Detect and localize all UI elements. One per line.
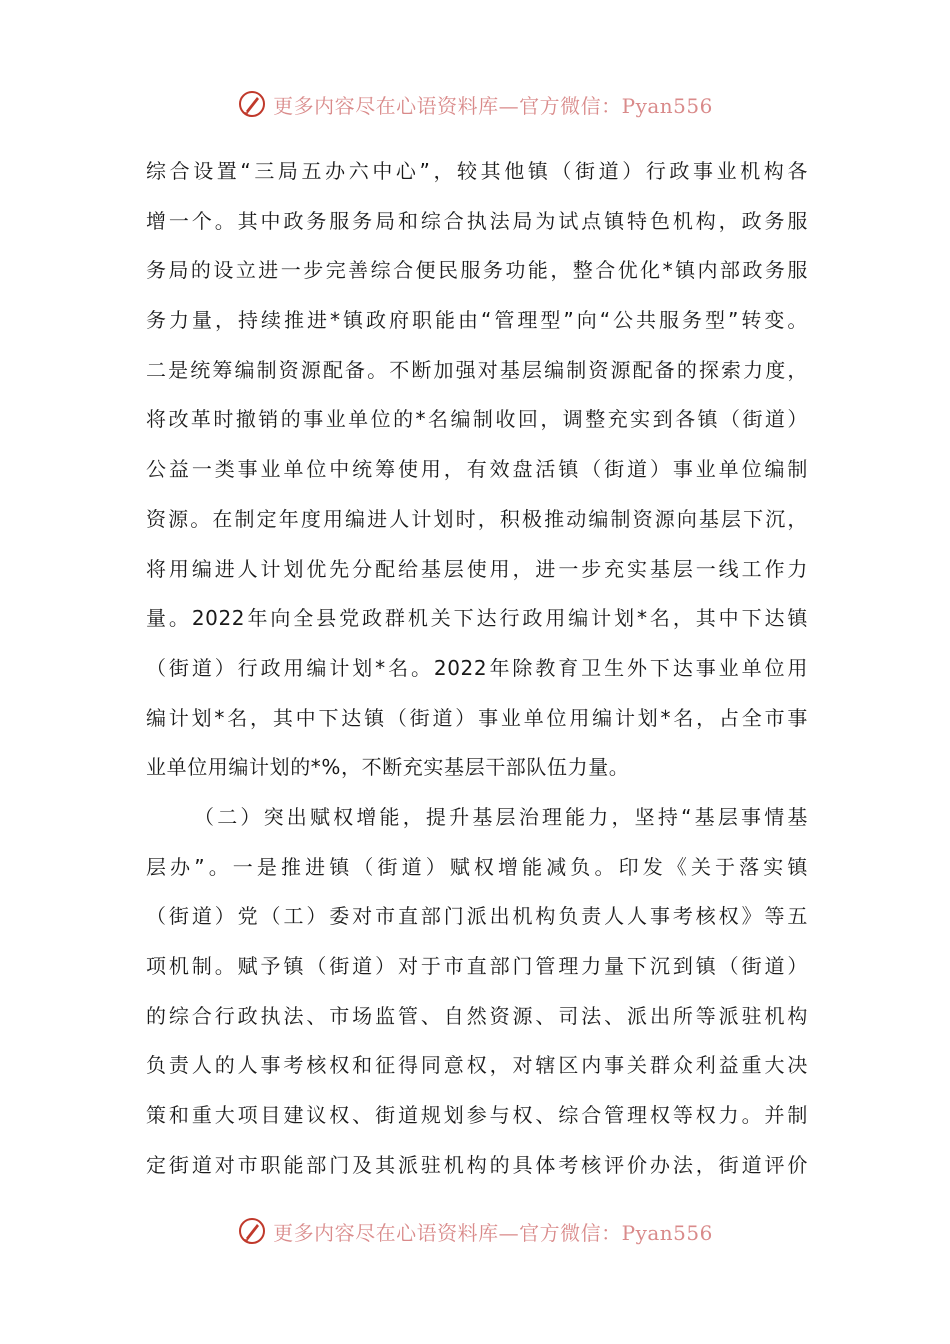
- document-body: [146, 147, 808, 1190]
- body-line: 业单位用编计划的*%，不断充实基层干部队伍力量。: [146, 755, 630, 780]
- body-line: 公益一类事业单位中统筹使用，有效盘活镇（街道）事业单位编制: [146, 457, 808, 482]
- body-line: 将用编进人计划优先分配给基层使用，进一步充实基层一线工作力: [146, 556, 808, 581]
- body-line: 将改革时撤销的事业单位的*名编制收回，调整充实到各镇（街道）: [146, 407, 808, 432]
- quill-logo-icon: [237, 89, 267, 119]
- body-line: 二是统筹编制资源配备。不断加强对基层编制资源配备的探索力度，: [146, 357, 808, 382]
- body-line: 资源。在制定年度用编进人计划时，积极推动编制资源向基层下沉，: [146, 506, 808, 531]
- body-line: 负责人的人事考核权和征得同意权，对辖区内事关群众利益重大决: [146, 1053, 808, 1078]
- quill-logo-icon: [237, 1216, 267, 1246]
- body-line: 综合设置“三局五办六中心”，较其他镇（街道）行政事业机构各: [146, 159, 808, 183]
- body-line: 策和重大项目建议权、街道规划参与权、综合管理权等权力。并制: [146, 1103, 808, 1128]
- body-line: 量。2022年向全县党政群机关下达行政用编计划*名，其中下达镇: [146, 606, 808, 631]
- footer-banner-text: 更多内容尽在心语资料库—官方微信：Pyan556: [273, 1220, 713, 1245]
- body-line: 项机制。赋予镇（街道）对于市直部门管理力量下沉到镇（街道）: [146, 954, 808, 978]
- body-line: 层办”。一是推进镇（街道）赋权增能减负。印发《关于落实镇: [146, 854, 808, 879]
- footer-watermark-banner: [0, 1211, 950, 1251]
- body-line: （街道）党（工）委对市直部门派出机构负责人人事考核权》等五: [146, 904, 808, 929]
- body-line: 定街道对市职能部门及其派驻机构的具体考核评价办法，街道评价: [146, 1152, 808, 1177]
- body-line: 务力量，持续推进*镇政府职能由“管理型”向“公共服务型”转变。: [146, 308, 808, 333]
- body-line: 务局的设立进一步完善综合便民服务功能，整合优化*镇内部政务服: [146, 258, 808, 283]
- body-line: 的综合行政执法、市场监管、自然资源、司法、派出所等派驻机构: [146, 1003, 808, 1028]
- body-line: （二）突出赋权增能，提升基层治理能力，坚持“基层事情基: [194, 804, 808, 829]
- body-line: （街道）行政用编计划*名。2022年除教育卫生外下达事业单位用: [146, 655, 808, 680]
- header-banner-text: 更多内容尽在心语资料库—官方微信：Pyan556: [273, 93, 713, 118]
- header-watermark-banner: [0, 84, 950, 124]
- body-line: 增一个。其中政务服务局和综合执法局为试点镇特色机构，政务服: [146, 208, 808, 233]
- body-line: 编计划*名，其中下达镇（街道）事业单位用编计划*名，占全市事: [146, 705, 808, 730]
